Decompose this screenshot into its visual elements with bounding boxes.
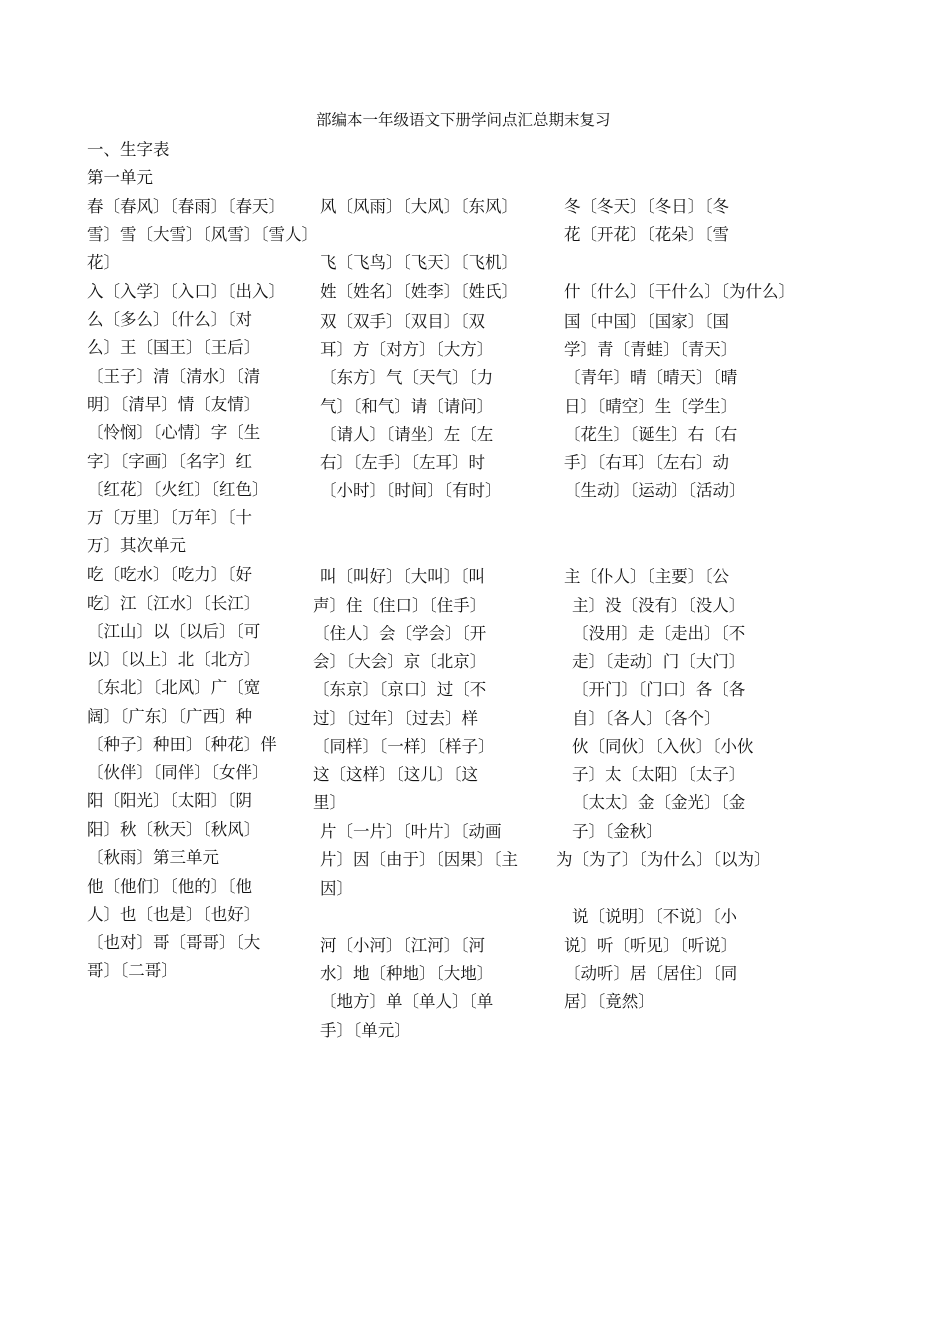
text-line: 片〔一片〕〔叶片〕〔动画	[320, 822, 502, 841]
text-line: 〔怜悯〕〔心情〕字〔生	[87, 423, 261, 442]
text-line: 春〔春风〕〔春雨〕〔春天〕	[87, 197, 285, 216]
text-line: 子〕〔金秋〕	[572, 822, 663, 841]
text-line: 会〕〔大会〕京〔北京〕	[313, 652, 487, 671]
text-line: 〔开门〕〔门口〕各〔各	[572, 680, 746, 699]
text-line: 人〕也〔也是〕〔也好〕	[87, 905, 261, 924]
text-line: 以〕〔以上〕北〔北方〕	[87, 650, 261, 669]
text-line: 明〕〔清早〕情〔友情〕	[87, 395, 261, 414]
text-line: 花〔开花〕〔花朵〕〔雪	[564, 225, 729, 244]
text-line: 居〕〔竟然〕	[564, 992, 655, 1011]
text-line: 国〔中国〕〔国家〕〔国	[564, 312, 729, 331]
text-line: 冬〔冬天〕〔冬日〕〔冬	[564, 197, 729, 216]
text-line: 子〕太〔太阳〕〔太子〕	[572, 765, 746, 784]
text-line: 里〕	[313, 793, 346, 812]
text-line: 〔也对〕哥〔哥哥〕〔大	[87, 933, 261, 952]
text-line: 吃〕江〔江水〕〔长江〕	[87, 594, 261, 613]
text-line: 第一单元	[87, 168, 153, 187]
text-line: 因〕	[320, 879, 353, 898]
text-line: 字〕〔字画〕〔名字〕红	[87, 452, 252, 471]
text-line: 右〕〔左手〕〔左耳〕时	[320, 453, 485, 472]
text-line: 飞〔飞鸟〕〔飞天〕〔飞机〕	[320, 253, 518, 272]
text-line: 叫〔叫好〕〔大叫〕〔叫	[320, 567, 485, 586]
text-line: 〔同样〕〔一样〕〔样子〕	[313, 737, 495, 756]
text-line: 主〔仆人〕〔主要〕〔公	[564, 567, 729, 586]
text-line: 这〔这样〕〔这儿〕〔这	[313, 765, 478, 784]
page-title: 部编本一年级语文下册学问点汇总期末复习	[316, 111, 611, 129]
text-line: 一、生字表	[87, 140, 170, 159]
text-line: 〔秋雨〕第三单元	[87, 848, 219, 867]
text-line: 么〕王〔国王〕〔王后〕	[87, 338, 261, 357]
text-line: 〔太太〕金〔金光〕〔金	[572, 793, 746, 812]
text-line: 〔青年〕晴〔晴天〕〔晴	[564, 368, 738, 387]
text-line: 说〕听〔听见〕〔听说〕	[564, 936, 738, 955]
text-line: 〔东京〕〔京口〕过〔不	[313, 680, 487, 699]
text-line: 气〕〔和气〕请〔请问〕	[320, 397, 494, 416]
text-line: 么〔多么〕〔什么〕〔对	[87, 310, 252, 329]
text-line: 风〔风雨〕〔大风〕〔东风〕	[320, 197, 518, 216]
text-line: 过〕〔过年〕〔过去〕样	[313, 709, 478, 728]
text-line: 〔江山〕以〔以后〕〔可	[87, 622, 261, 641]
text-line: 声〕住〔住口〕〔住手〕	[313, 596, 487, 615]
text-line: 〔伙伴〕〔同伴〕〔女伴〕	[87, 763, 269, 782]
text-line: 〔红花〕〔火红〕〔红色〕	[87, 480, 269, 499]
text-line: 说〔说明〕〔不说〕〔小	[572, 907, 737, 926]
text-line: 〔生动〕〔运动〕〔活动〕	[564, 481, 746, 500]
text-line: 为〔为了〕〔为什么〕〔以为〕	[556, 850, 771, 869]
text-line: 耳〕方〔对方〕〔大方〕	[320, 340, 494, 359]
text-line: 万〔万里〕〔万年〕〔十	[87, 508, 252, 527]
text-line: 河〔小河〕〔江河〕〔河	[320, 936, 485, 955]
text-line: 〔东北〕〔北风〕广〔宽	[87, 678, 261, 697]
text-line: 走〕〔走动〕门〔大门〕	[572, 652, 746, 671]
text-line: 自〕〔各人〕〔各个〕	[572, 709, 721, 728]
text-line: 阔〕〔广东〕〔广西〕种	[87, 707, 252, 726]
text-line: 姓〔姓名〕〔姓李〕〔姓氏〕	[320, 282, 518, 301]
text-line: 双〔双手〕〔双目〕〔双	[320, 312, 485, 331]
text-line: 〔东方〕气〔天气〕〔力	[320, 368, 494, 387]
text-line: 〔种子〕种田〕〔种花〕伴	[87, 735, 277, 754]
text-line: 〔小时〕〔时间〕〔有时〕	[320, 481, 502, 500]
text-line: 什〔什么〕〔干什么〕〔为什么〕	[564, 282, 795, 301]
text-line: 他〔他们〕〔他的〕〔他	[87, 877, 252, 896]
text-line: 〔没用〕走〔走出〕〔不	[572, 624, 746, 643]
text-line: 伙〔同伙〕〔入伙〕〔小伙	[572, 737, 754, 756]
text-line: 主〕没〔没有〕〔没人〕	[572, 596, 746, 615]
text-line: 手〕〔单元〕	[320, 1021, 411, 1040]
text-line: 〔地方〕单〔单人〕〔单	[320, 992, 494, 1011]
text-line: 水〕地〔种地〕〔大地〕	[320, 964, 494, 983]
text-line: 〔王子〕清〔清水〕〔清	[87, 367, 261, 386]
text-line: 〔动听〕居〔居住〕〔同	[564, 964, 738, 983]
text-line: 〔请人〕〔请坐〕左〔左	[320, 425, 494, 444]
text-line: 吃〔吃水〕〔吃力〕〔好	[87, 565, 252, 584]
text-line: 手〕〔右耳〕〔左右〕动	[564, 453, 729, 472]
text-line: 片〕因〔由于〕〔因果〕〔主	[320, 850, 518, 869]
text-line: 花〕	[87, 253, 120, 272]
text-line: 〔住人〕会〔学会〕〔开	[313, 624, 487, 643]
text-line: 万〕其次单元	[87, 536, 186, 555]
text-line: 〔花生〕〔诞生〕右〔右	[564, 425, 738, 444]
text-line: 哥〕〔二哥〕	[87, 961, 178, 980]
text-line: 学〕青〔青蛙〕〔青天〕	[564, 340, 738, 359]
text-line: 雪〕雪〔大雪〕〔风雪〕〔雪人〕	[87, 225, 318, 244]
text-line: 日〕〔晴空〕生〔学生〕	[564, 397, 738, 416]
text-line: 阳〕秋〔秋天〕〔秋风〕	[87, 820, 261, 839]
text-line: 入〔入学〕〔入口〕〔出入〕	[87, 282, 285, 301]
text-line: 阳〔阳光〕〔太阳〕〔阴	[87, 791, 252, 810]
